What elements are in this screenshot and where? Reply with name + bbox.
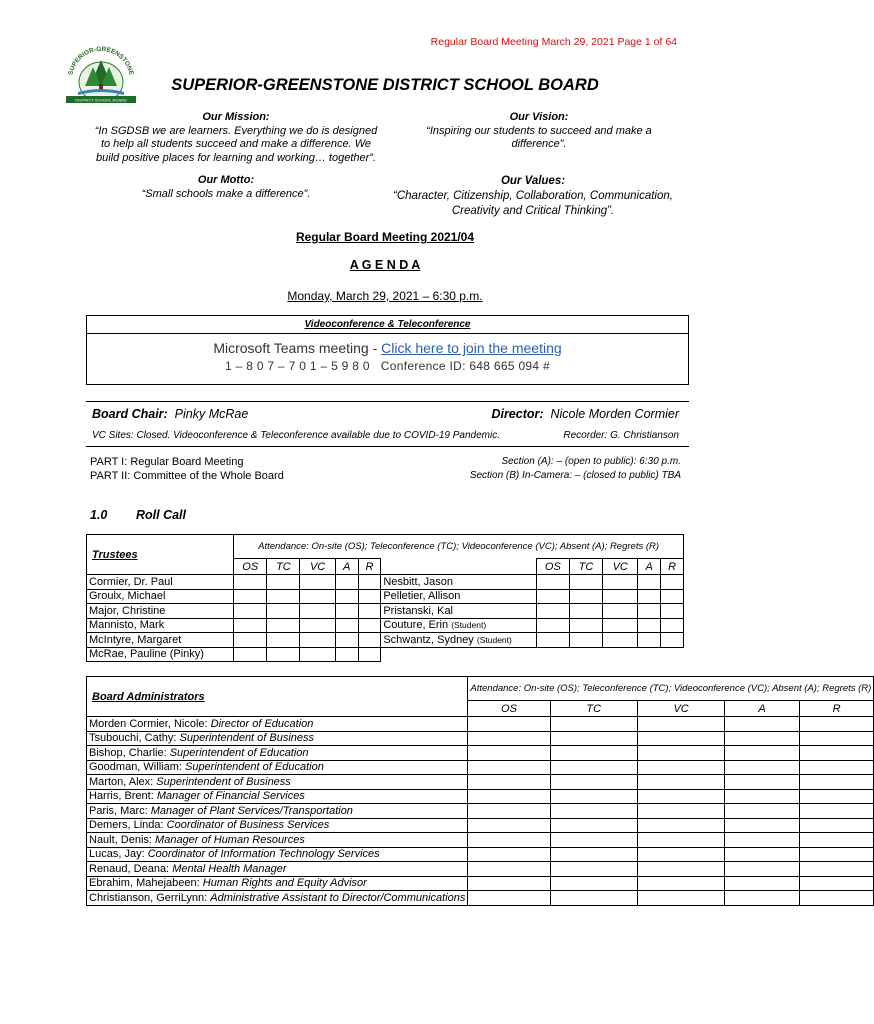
trustee-name: Cormier, Dr. Paul <box>87 575 234 590</box>
attendance-cell[interactable] <box>569 575 602 590</box>
col-vc: VC <box>637 701 724 717</box>
trustee-name-text: Couture, Erin <box>383 619 449 632</box>
attendance-cell[interactable] <box>550 862 637 877</box>
attendance-cell[interactable] <box>234 618 267 633</box>
attendance-cell[interactable] <box>536 618 569 633</box>
meeting-title: Regular Board Meeting 2021/04 <box>295 230 475 244</box>
administrator-role: Superintendent of Business <box>179 732 315 745</box>
teams-meeting-line <box>87 340 688 356</box>
student-tag: (Student) <box>476 634 512 645</box>
teams-dial-in <box>87 359 688 373</box>
attendance-cell[interactable] <box>799 760 874 775</box>
director-name: Nicole Morden Cormier <box>550 407 679 421</box>
mission-line: build positive places for learning and working… together”. <box>95 151 377 164</box>
attendance-cell[interactable] <box>358 604 381 619</box>
trustee-name: McRae, Pauline (Pinky) <box>87 647 234 662</box>
trustee-name <box>381 618 536 633</box>
director-label: Director: <box>491 407 544 421</box>
attendance-cell[interactable] <box>725 891 800 906</box>
administrator-row <box>87 833 874 848</box>
attendance-cell[interactable] <box>358 647 381 662</box>
administrator-row <box>87 746 874 761</box>
attendance-cell[interactable] <box>637 891 724 906</box>
trustee-name: Pristanski, Kal <box>381 604 536 619</box>
administrator-cell <box>87 891 468 906</box>
administrator-role: Administrative Assistant to Director/Communications <box>210 891 466 904</box>
attendance-cell[interactable] <box>550 804 637 819</box>
part-2: PART II: Committee of the Whole Board <box>90 470 284 482</box>
attendance-cell[interactable] <box>267 575 300 590</box>
attendance-cell[interactable] <box>725 847 800 862</box>
section-a: Section (A): – (open to public): 6:30 p.m. <box>501 456 681 467</box>
motto-heading: Our Motto: <box>197 174 255 186</box>
attendance-cell[interactable] <box>550 775 637 790</box>
vision-line: “Inspiring our students to succeed and make a <box>426 124 652 137</box>
attendance-cell[interactable] <box>799 891 874 906</box>
attendance-cell[interactable] <box>637 760 724 775</box>
attendance-cell[interactable] <box>550 876 637 891</box>
section-b: Section (B) In-Camera: – (closed to public) TBA <box>469 470 681 481</box>
values-heading: Our Values: <box>500 175 566 187</box>
attendance-cell[interactable] <box>725 760 800 775</box>
administrators-table <box>86 676 874 906</box>
administrator-name: Marton, Alex: <box>89 775 154 788</box>
administrators-heading: Board Administrators <box>87 677 468 717</box>
col-tc: TC <box>550 701 637 717</box>
attendance-cell[interactable] <box>637 876 724 891</box>
director-wrap <box>491 407 679 421</box>
attendance-cell[interactable] <box>468 746 550 761</box>
page-header-note: Regular Board Meeting March 29, 2021 Page 1 of 64 <box>430 36 677 48</box>
administrator-cell <box>87 876 468 891</box>
attendance-cell[interactable] <box>569 618 602 633</box>
attendance-cell[interactable] <box>536 633 569 648</box>
col-r: R <box>799 701 874 717</box>
attendance-cell[interactable] <box>234 575 267 590</box>
trustee-name: Major, Christine <box>87 604 234 619</box>
col-os: OS <box>468 701 550 717</box>
attendance-cell[interactable] <box>569 604 602 619</box>
meeting-date: Monday, March 29, 2021 – 6:30 p.m. <box>287 289 483 303</box>
attendance-cell[interactable] <box>799 789 874 804</box>
col-tc: TC <box>569 559 602 575</box>
administrator-role: Human Rights and Equity Advisor <box>202 877 367 890</box>
attendance-cell[interactable] <box>603 604 638 619</box>
col-a: A <box>725 701 800 717</box>
attendance-cell[interactable] <box>468 731 550 746</box>
attendance-cell[interactable] <box>300 604 335 619</box>
attendance-cell[interactable] <box>637 746 724 761</box>
attendance-cell[interactable] <box>637 775 724 790</box>
attendance-cell[interactable] <box>234 604 267 619</box>
administrator-role: Manager of Human Resources <box>155 833 305 846</box>
administrator-row <box>87 717 874 732</box>
administrator-cell <box>87 847 468 862</box>
administrator-role: Coordinator of Business Services <box>166 819 330 832</box>
motto-block <box>86 174 366 201</box>
administrator-row <box>87 804 874 819</box>
administrator-role: Director of Education <box>210 717 314 730</box>
logo-ribbon-text: DISTRICT SCHOOL BOARD <box>75 97 127 103</box>
attendance-cell[interactable] <box>637 731 724 746</box>
attendance-cell[interactable] <box>234 633 267 648</box>
administrator-name: Demers, Linda: <box>89 819 164 832</box>
attendance-cell[interactable] <box>300 633 335 648</box>
attendance-cell[interactable] <box>267 633 300 648</box>
attendance-cell[interactable] <box>468 775 550 790</box>
attendance-cell[interactable] <box>638 589 661 604</box>
attendance-cell[interactable] <box>661 589 684 604</box>
attendance-cell[interactable] <box>799 746 874 761</box>
administrator-cell <box>87 760 468 775</box>
trustee-name-text: Schwantz, Sydney <box>383 633 474 646</box>
trustee-name: McIntyre, Margaret <box>87 633 234 648</box>
attendance-cell[interactable] <box>725 862 800 877</box>
attendance-cell[interactable] <box>335 575 358 590</box>
attendance-cell[interactable] <box>550 746 637 761</box>
administrator-name: Lucas, Jay: <box>89 848 145 861</box>
attendance-cell[interactable] <box>234 647 267 662</box>
attendance-cell[interactable] <box>550 847 637 862</box>
attendance-cell[interactable] <box>300 575 335 590</box>
values-block <box>386 174 680 219</box>
trustees-table <box>86 534 684 662</box>
vc-sites: VC Sites: Closed. Videoconference & Teleconference available due to COVID-19 Pandemic. <box>92 430 501 441</box>
attendance-cell[interactable] <box>637 804 724 819</box>
attendance-cell[interactable] <box>725 746 800 761</box>
attendance-cell[interactable] <box>725 789 800 804</box>
attendance-cell[interactable] <box>661 575 684 590</box>
attendance-cell[interactable] <box>603 618 638 633</box>
attendance-cell[interactable] <box>725 818 800 833</box>
administrator-cell <box>87 862 468 877</box>
sections-list <box>470 455 681 483</box>
vc-row <box>92 430 679 441</box>
teams-heading: Videoconference & Teleconference <box>87 316 688 334</box>
attendance-cell[interactable] <box>468 818 550 833</box>
attendance-cell[interactable] <box>637 818 724 833</box>
administrator-name: Goodman, William: <box>89 761 182 774</box>
attendance-cell[interactable] <box>799 731 874 746</box>
administrator-role: Superintendent of Education <box>184 761 324 774</box>
administrator-name: Nault, Denis: <box>89 833 152 846</box>
attendance-cell[interactable] <box>799 717 874 732</box>
administrator-role: Mental Health Manager <box>172 862 287 875</box>
join-meeting-link[interactable]: Click here to join the meeting <box>381 340 562 356</box>
administrator-cell <box>87 775 468 790</box>
attendance-legend: Attendance: On-site (OS); Teleconference (TC); Videoconference (VC); Absent (A); Regrets (R) <box>234 535 684 559</box>
attendance-cell[interactable] <box>536 589 569 604</box>
attendance-cell[interactable] <box>550 891 637 906</box>
attendance-cell[interactable] <box>550 717 637 732</box>
attendance-legend: Attendance: On-site (OS); Teleconference (TC); Videoconference (VC); Absent (A); Regrets (R) <box>468 677 874 701</box>
attendance-cell[interactable] <box>536 575 569 590</box>
attendance-cell[interactable] <box>550 789 637 804</box>
administrator-name: Morden Cormier, Nicole: <box>89 717 208 730</box>
administrator-cell <box>87 746 468 761</box>
mission-line: “In SGDSB we are learners. Everything we do is designed <box>94 124 378 137</box>
col-r: R <box>661 559 684 575</box>
attendance-cell[interactable] <box>267 647 300 662</box>
part-1: PART I: Regular Board Meeting <box>90 456 244 468</box>
administrator-name: Renaud, Deana: <box>89 862 170 875</box>
col-a: A <box>335 559 358 575</box>
parts-list <box>90 455 284 483</box>
trustee-name: Nesbitt, Jason <box>381 575 536 590</box>
attendance-cell[interactable] <box>267 618 300 633</box>
attendance-cell[interactable] <box>358 589 381 604</box>
attendance-cell[interactable] <box>267 604 300 619</box>
attendance-cell[interactable] <box>358 633 381 648</box>
administrator-row <box>87 862 874 877</box>
attendance-cell[interactable] <box>358 618 381 633</box>
col-os: OS <box>234 559 267 575</box>
attendance-cell[interactable] <box>603 633 638 648</box>
attendance-cell[interactable] <box>638 575 661 590</box>
attendance-cell[interactable] <box>661 618 684 633</box>
attendance-cell[interactable] <box>550 731 637 746</box>
logo-arc-text: SUPERIOR-GREENSTONE <box>67 45 135 76</box>
attendance-cell[interactable] <box>468 804 550 819</box>
administrator-name: Ebrahim, Mahejabeen: <box>89 877 200 890</box>
agenda-heading: A G E N D A <box>349 258 421 272</box>
attendance-cell[interactable] <box>637 789 724 804</box>
recorder: Recorder: G. Christianson <box>563 430 679 441</box>
administrator-row <box>87 760 874 775</box>
administrator-row <box>87 731 874 746</box>
trustee-name <box>381 633 536 648</box>
student-tag: (Student) <box>451 620 487 631</box>
administrator-role: Manager of Financial Services <box>156 790 305 803</box>
teams-phone: 1 – 8 0 7 – 7 0 1 – 5 9 8 0 <box>225 359 370 373</box>
administrator-name: Paris, Marc: <box>89 804 148 817</box>
mission-block <box>86 111 386 165</box>
administrator-row <box>87 818 874 833</box>
vision-line: difference”. <box>511 138 567 150</box>
col-r: R <box>358 559 381 575</box>
administrator-row <box>87 789 874 804</box>
administrator-name: Tsubouchi, Cathy: <box>89 732 177 745</box>
page-title: SUPERIOR-GREENSTONE DISTRICT SCHOOL BOARD <box>171 76 599 94</box>
attendance-cell[interactable] <box>550 833 637 848</box>
attendance-cell[interactable] <box>661 633 684 648</box>
mission-line: to help all students succeed and make a difference. We <box>100 138 372 150</box>
attendance-cell[interactable] <box>468 847 550 862</box>
administrator-name: Harris, Brent: <box>89 790 154 803</box>
trustee-name: Pelletier, Allison <box>381 589 536 604</box>
values-line: Creativity and Critical Thinking”. <box>451 205 615 217</box>
chair-director-box <box>86 401 689 447</box>
attendance-cell[interactable] <box>799 876 874 891</box>
attendance-cell[interactable] <box>468 876 550 891</box>
attendance-cell[interactable] <box>267 589 300 604</box>
attendance-cell[interactable] <box>725 775 800 790</box>
attendance-cell[interactable] <box>468 862 550 877</box>
chair-row <box>92 407 679 421</box>
attendance-cell[interactable] <box>799 833 874 848</box>
administrator-role: Superintendent of Business <box>156 775 291 788</box>
administrator-role: Superintendent of Education <box>169 746 309 759</box>
trustee-name: Mannisto, Mark <box>87 618 234 633</box>
attendance-cell[interactable] <box>799 847 874 862</box>
attendance-cell[interactable] <box>468 789 550 804</box>
mission-heading: Our Mission: <box>202 111 270 123</box>
attendance-cell[interactable] <box>725 876 800 891</box>
attendance-cell[interactable] <box>300 647 335 662</box>
attendance-cell[interactable] <box>799 775 874 790</box>
administrator-row <box>87 876 874 891</box>
vision-heading: Our Vision: <box>509 111 569 123</box>
administrator-cell <box>87 717 468 732</box>
trustee-name: Groulx, Michael <box>87 589 234 604</box>
chair-label: Board Chair: <box>92 407 168 421</box>
administrator-row <box>87 775 874 790</box>
attendance-cell[interactable] <box>725 833 800 848</box>
attendance-cell[interactable] <box>300 618 335 633</box>
attendance-cell[interactable] <box>603 589 638 604</box>
attendance-cell[interactable] <box>468 833 550 848</box>
administrator-cell <box>87 818 468 833</box>
attendance-cell[interactable] <box>638 604 661 619</box>
administrator-row <box>87 891 874 906</box>
teams-label: Microsoft Teams meeting - <box>213 340 382 356</box>
attendance-cell[interactable] <box>637 833 724 848</box>
administrator-role: Manager of Plant Services/Transportation <box>150 804 353 817</box>
administrator-name: Bishop, Charlie: <box>89 746 167 759</box>
motto-text: “Small schools make a difference”. <box>141 187 311 200</box>
attendance-cell[interactable] <box>725 804 800 819</box>
attendance-cell[interactable] <box>536 604 569 619</box>
attendance-cell[interactable] <box>799 862 874 877</box>
administrator-rows <box>87 717 874 906</box>
teams-conference-id: Conference ID: 648 665 094 # <box>380 359 550 373</box>
attendance-cell[interactable] <box>569 633 602 648</box>
attendance-cell[interactable] <box>799 818 874 833</box>
administrator-cell <box>87 804 468 819</box>
col-os: OS <box>536 559 569 575</box>
attendance-cell[interactable] <box>550 818 637 833</box>
attendance-cell[interactable] <box>637 862 724 877</box>
attendance-cell[interactable] <box>234 589 267 604</box>
teams-meeting-box <box>86 315 689 385</box>
attendance-cell[interactable] <box>569 589 602 604</box>
administrator-row <box>87 847 874 862</box>
col-a: A <box>638 559 661 575</box>
col-vc: VC <box>603 559 638 575</box>
attendance-cell[interactable] <box>661 604 684 619</box>
attendance-cell[interactable] <box>358 575 381 590</box>
attendance-cell[interactable] <box>799 804 874 819</box>
attendance-cell[interactable] <box>335 633 358 648</box>
col-vc: VC <box>300 559 335 575</box>
attendance-cell[interactable] <box>335 618 358 633</box>
attendance-cell[interactable] <box>603 575 638 590</box>
attendance-cell[interactable] <box>468 717 550 732</box>
col-tc: TC <box>267 559 300 575</box>
rollcall-heading <box>90 508 186 522</box>
attendance-cell[interactable] <box>637 717 724 732</box>
attendance-cell[interactable] <box>468 891 550 906</box>
attendance-cell[interactable] <box>335 589 358 604</box>
attendance-cell[interactable] <box>335 647 358 662</box>
rollcall-number: 1.0 <box>90 508 108 522</box>
attendance-cell[interactable] <box>300 589 335 604</box>
attendance-cell[interactable] <box>638 633 661 648</box>
attendance-cell[interactable] <box>725 717 800 732</box>
administrator-cell <box>87 833 468 848</box>
attendance-cell[interactable] <box>550 760 637 775</box>
chair-name: Pinky McRae <box>174 407 249 421</box>
vision-block <box>386 111 692 152</box>
attendance-cell[interactable] <box>468 760 550 775</box>
administrator-cell <box>87 789 468 804</box>
attendance-cell[interactable] <box>637 847 724 862</box>
administrator-role: Coordinator of Information Technology Services <box>147 848 380 861</box>
rollcall-label: Roll Call <box>136 508 187 522</box>
administrator-name: Christianson, GerriLynn: <box>89 891 208 904</box>
attendance-cell[interactable] <box>638 618 661 633</box>
values-line: “Character, Citizenship, Collaboration, Communication, <box>393 190 673 202</box>
attendance-cell[interactable] <box>725 731 800 746</box>
trustees-heading: Trustees <box>87 535 234 575</box>
attendance-cell[interactable] <box>335 604 358 619</box>
administrator-cell <box>87 731 468 746</box>
